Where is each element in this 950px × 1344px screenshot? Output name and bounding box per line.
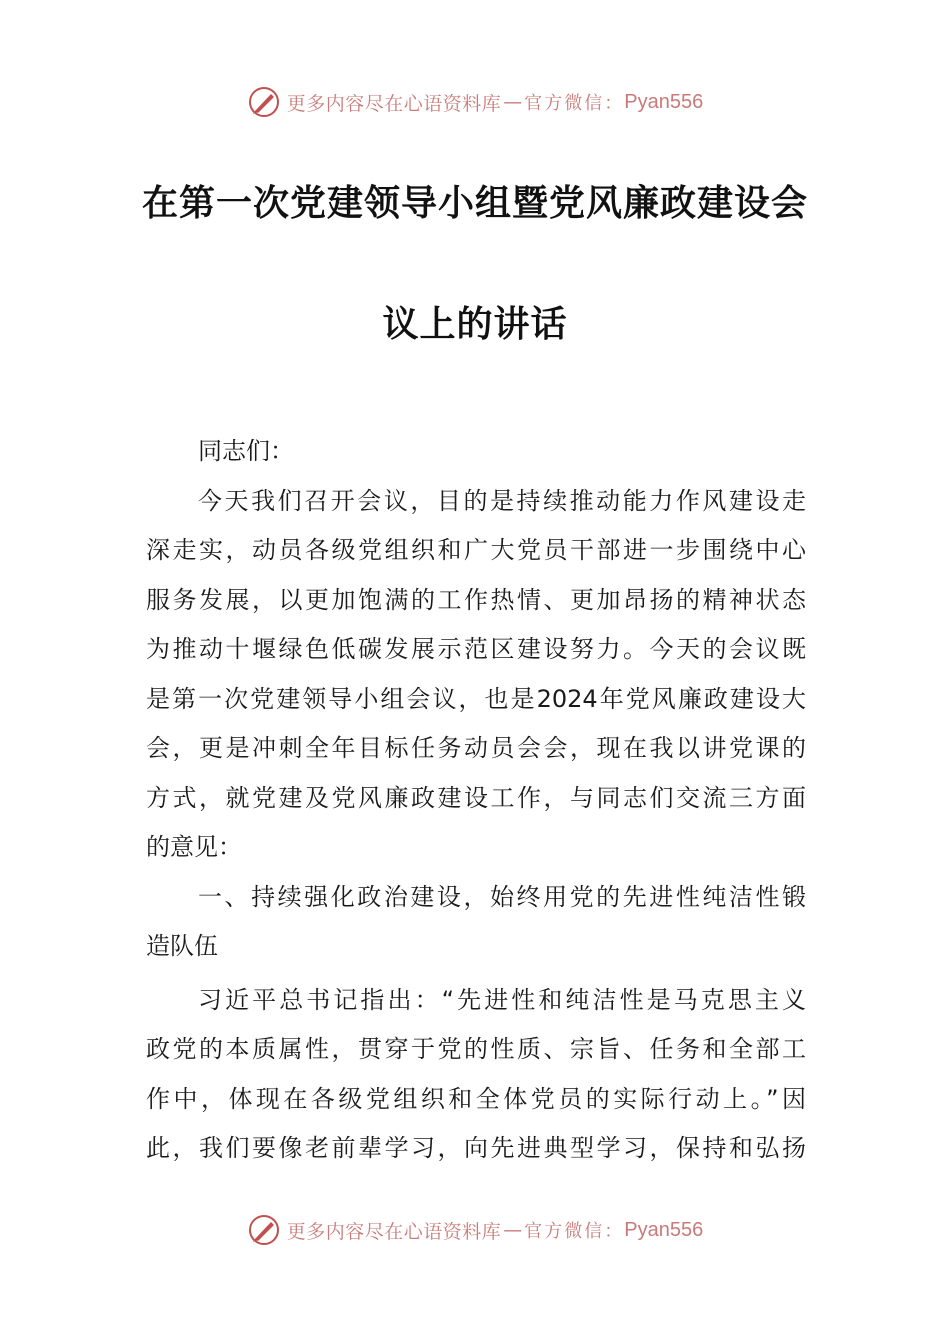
document-title-line-2: 议上的讲话: [382, 304, 568, 345]
banner-wechat-id: Pyan556: [624, 1218, 704, 1241]
paragraph-1-line: 是第一次党建领导小组会议，也是2024年党风廉政建设大: [146, 684, 806, 713]
paragraph-2-line: 政党的本质属性，贯穿于党的性质、宗旨、任务和全部工: [146, 1035, 806, 1063]
paragraph-1-line: 今天我们召开会议，目的是持续推动能力作风建设走: [198, 486, 806, 515]
footer-banner: [0, 1210, 950, 1250]
paragraph-1-line: 服务发展，以更加饱满的工作热情、更加昂扬的精神状态: [146, 585, 806, 614]
banner-dash: —: [503, 91, 523, 113]
paragraph-1-line: 为推动十堰绿色低碳发展示范区建设努力。今天的会议既: [146, 635, 806, 663]
paragraph-2-line: 此，我们要像老前辈学习，向先进典型学习，保持和弘扬: [146, 1134, 806, 1162]
banner-wechat-id: Pyan556: [624, 90, 704, 113]
banner-wechat-label: 官方微信：: [524, 1221, 625, 1242]
banner-text: 更多内容尽在心语资料库: [286, 1220, 502, 1243]
pen-logo-icon: [247, 85, 281, 119]
greeting: 同志们：: [198, 437, 294, 465]
paragraph-1-line: 会，更是冲刺全年目标任务动员会会，现在我以讲党课的: [146, 734, 806, 762]
banner-wechat-label: 官方微信：: [524, 93, 625, 114]
banner-dash: —: [503, 1219, 523, 1241]
paragraph-2-line: 作中，体现在各级党组织和全体党员的实际行动上。”因: [146, 1084, 806, 1113]
pen-logo-icon: [247, 1213, 281, 1247]
paragraph-2-line: 习近平总书记指出：“先进性和纯洁性是马克思主义: [198, 985, 806, 1014]
document-title-line-1: 在第一次党建领导小组暨党风廉政建设会: [141, 183, 808, 224]
paragraph-1-line: 深走实，动员各级党组织和广大党员干部进一步围绕中心: [146, 536, 806, 564]
paragraph-1-line: 方式，就党建及党风廉政建设工作，与同志们交流三方面: [146, 783, 806, 812]
section-heading-1-line: 造队伍: [146, 932, 218, 960]
header-banner: [0, 82, 950, 122]
section-heading-1-line: 一、持续强化政治建设，始终用党的先进性纯洁性锻: [198, 882, 806, 911]
document-body: [146, 427, 806, 1174]
paragraph-1-line: 的意见：: [146, 833, 242, 861]
banner-text: 更多内容尽在心语资料库: [286, 92, 502, 115]
